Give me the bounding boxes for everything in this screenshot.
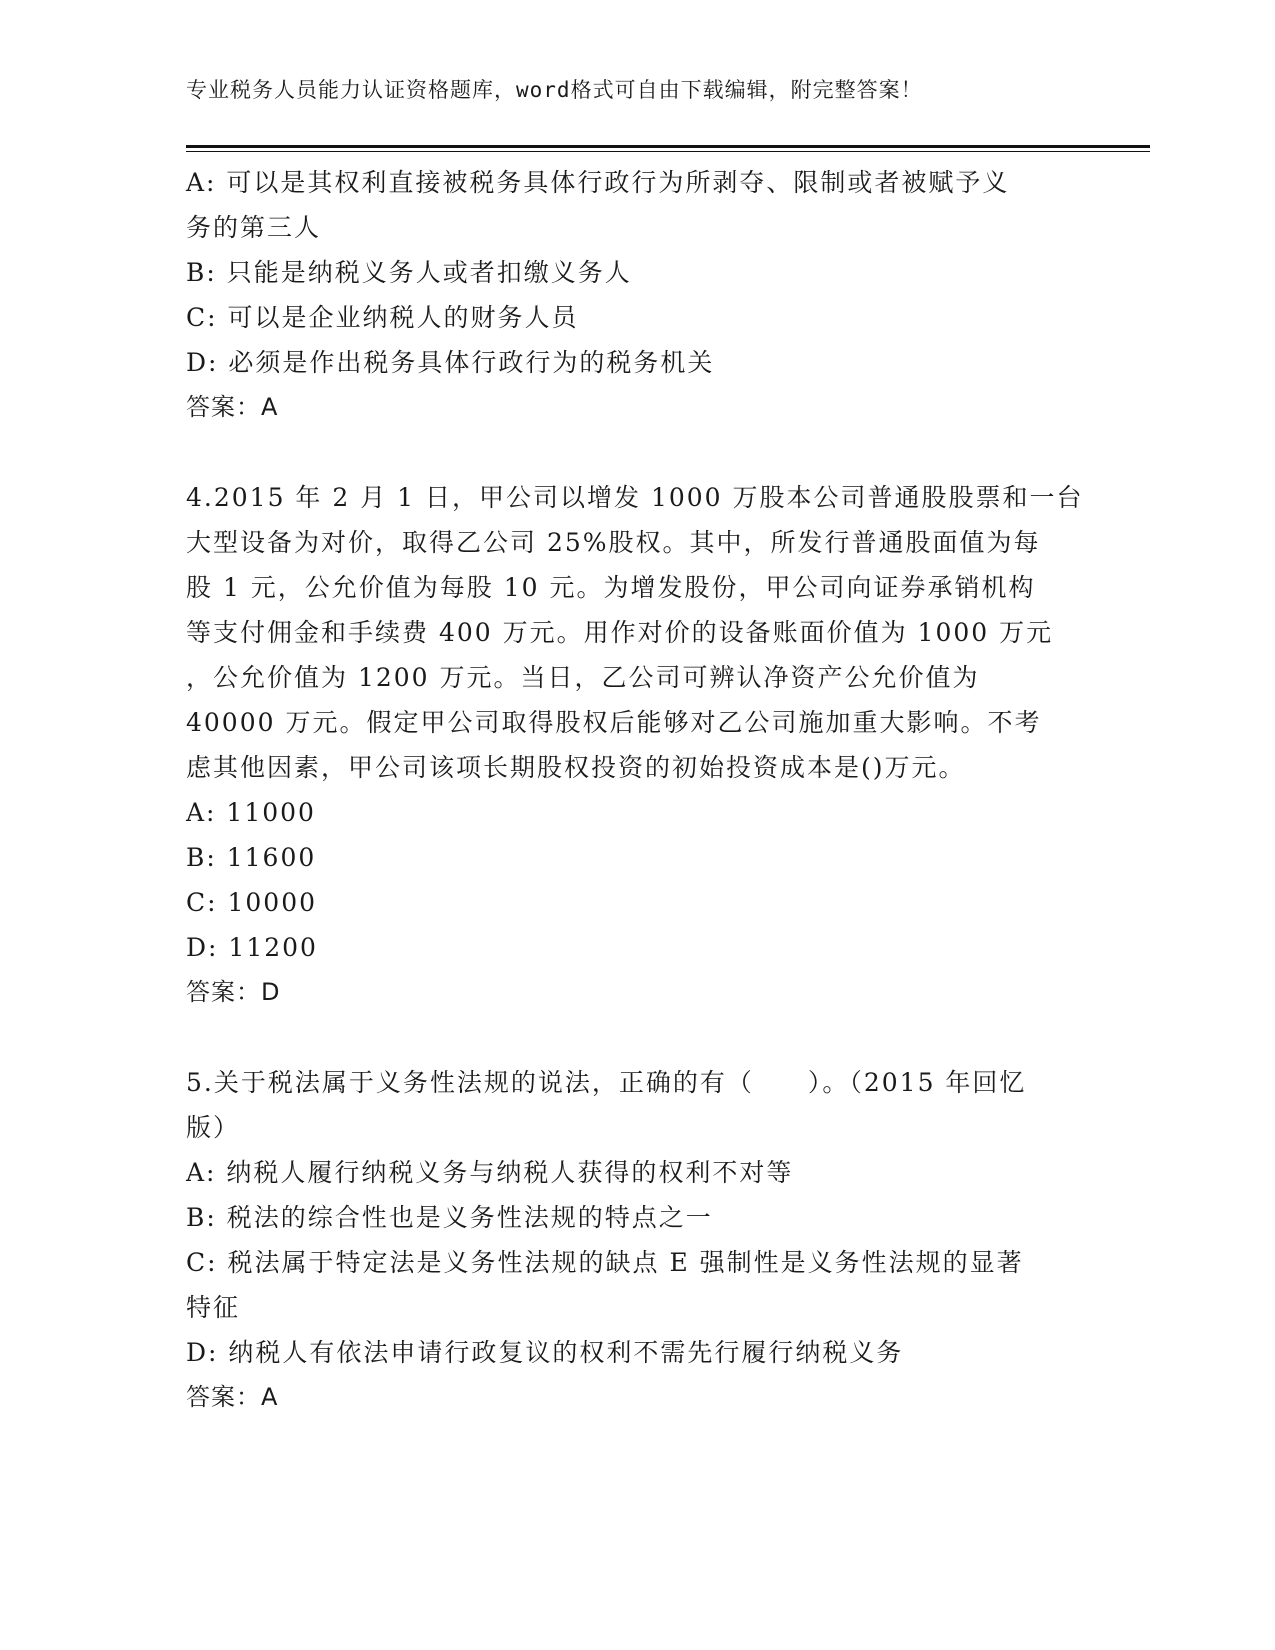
stem-line: 40000 万元。假定甲公司取得股权后能够对乙公司施加重大影响。不考: [186, 708, 1042, 737]
option-line: D: 必须是作出税务具体行政行为的税务机关: [186, 348, 715, 377]
option-line: C: 可以是企业纳税人的财务人员: [186, 303, 579, 332]
option-d: D: 纳税人有依法申请行政复议的权利不需先行履行纳税义务: [186, 1338, 904, 1367]
option-line: 务的第三人: [186, 213, 322, 242]
page-header: 专业税务人员能力认证资格题库，word格式可自由下载编辑，附完整答案！: [186, 78, 923, 102]
question-5-stem: [186, 1060, 1086, 1150]
option-b: B: 税法的综合性也是义务性法规的特点之一: [186, 1203, 713, 1232]
question-content: [186, 160, 1086, 1420]
option-c-continued: 特征: [186, 1293, 241, 1322]
question-gap: [186, 430, 1086, 475]
option-b: B: 11600: [186, 843, 317, 872]
header-divider-thick: [186, 145, 1150, 148]
option-c: C: 10000: [186, 888, 318, 917]
stem-line: 版）: [186, 1113, 241, 1142]
question-3-answer: 答案：A: [186, 393, 279, 421]
option-c: C: 税法属于特定法是义务性法规的缺点 E 强制性是义务性法规的显著: [186, 1248, 1024, 1277]
question-gap: [186, 1015, 1086, 1060]
question-3-options: [186, 160, 1086, 385]
option-a: A: 11000: [186, 798, 316, 827]
question-5-answer: 答案：A: [186, 1383, 279, 1411]
question-4-stem: [186, 475, 1086, 790]
option-line: B: 只能是纳税义务人或者扣缴义务人: [186, 258, 632, 287]
stem-line: 5.关于税法属于义务性法规的说法，正确的有（ ）。（2015 年回忆: [186, 1068, 1027, 1097]
stem-line: 股 1 元，公允价值为每股 10 元。为增发股份，甲公司向证券承销机构: [186, 573, 1036, 602]
question-4-options: [186, 790, 1086, 970]
header-divider-thin: [186, 151, 1150, 152]
option-line: A: 可以是其权利直接被税务具体行政行为所剥夺、限制或者被赋予义: [186, 168, 1010, 197]
stem-line: ，公允价值为 1200 万元。当日，乙公司可辨认净资产公允价值为: [186, 663, 980, 692]
stem-line: 4.2015 年 2 月 1 日，甲公司以增发 1000 万股本公司普通股股票和一台: [186, 483, 1084, 512]
stem-line: 大型设备为对价，取得乙公司 25%股权。其中，所发行普通股面值为每: [186, 528, 1041, 557]
question-5-options: [186, 1150, 1086, 1375]
option-d: D: 11200: [186, 933, 318, 962]
option-a: A: 纳税人履行纳税义务与纳税人获得的权利不对等: [186, 1158, 794, 1187]
stem-line: 虑其他因素，甲公司该项长期股权投资的初始投资成本是()万元。: [186, 753, 966, 782]
question-4-answer: 答案：D: [186, 978, 281, 1006]
stem-line: 等支付佣金和手续费 400 万元。用作对价的设备账面价值为 1000 万元: [186, 618, 1054, 647]
